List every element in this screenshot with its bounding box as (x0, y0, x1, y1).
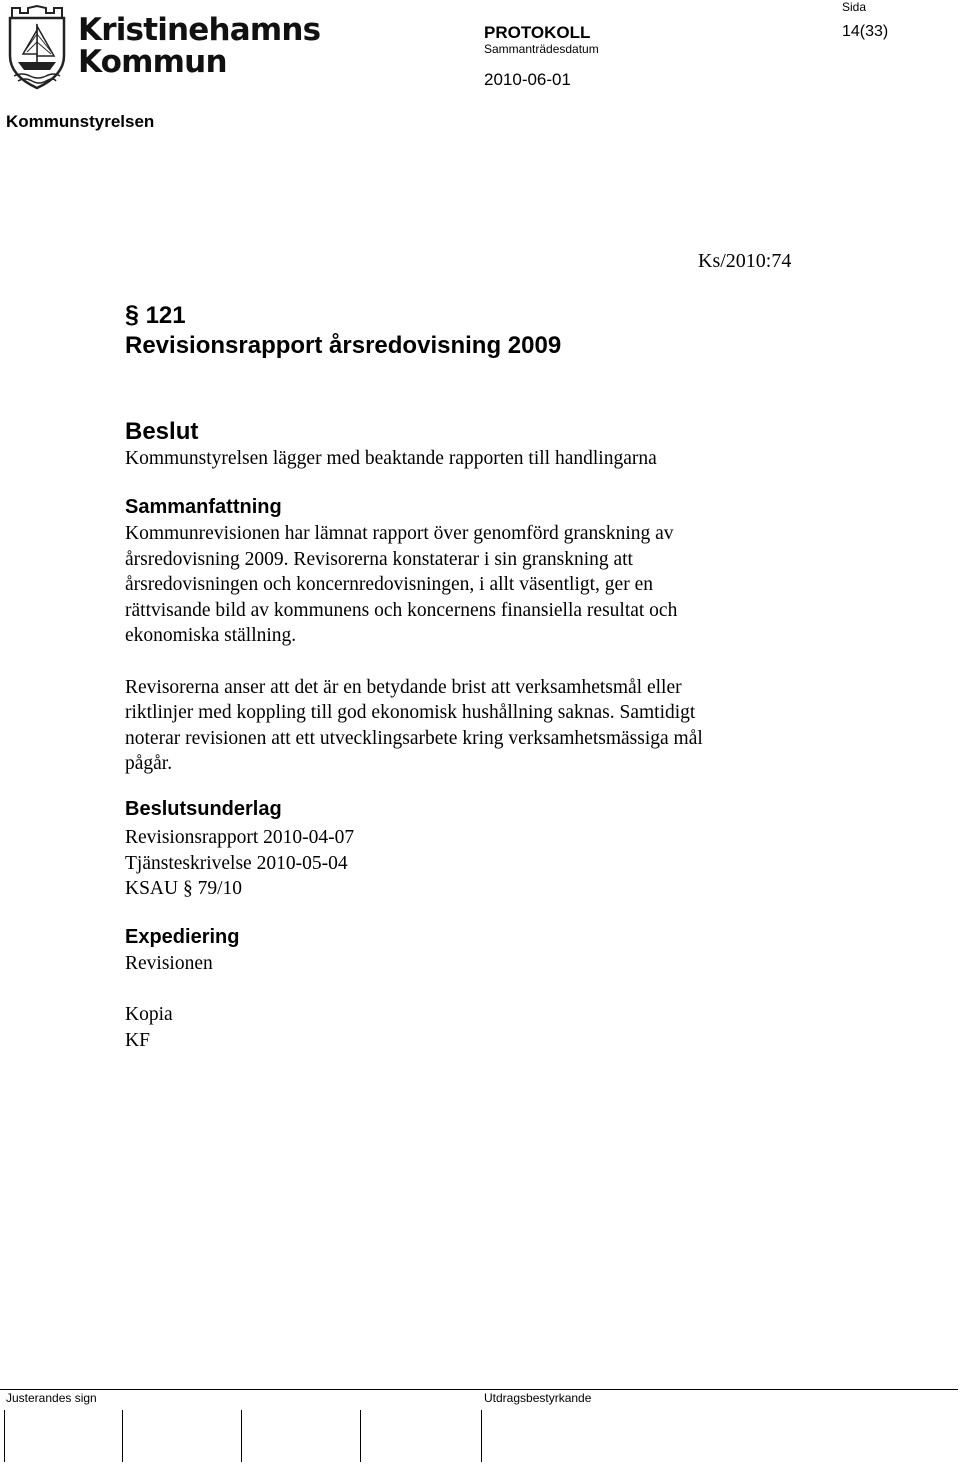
beslutsunderlag-item: KSAU § 79/10 (125, 878, 243, 900)
case-reference: Ks/2010:74 (698, 250, 792, 272)
text-line: årsredovisningen och koncernredovisningen, i allt väsentligt, ger en (125, 574, 653, 596)
text-line: riktlinjer med koppling till god ekonomisk hushållning saknas. Samtidigt (125, 702, 696, 724)
beslut-line: Kommunstyrelsen lägger med beaktande rapporten till handlingarna (125, 448, 657, 469)
beslutsunderlag-list (125, 825, 805, 902)
kopia-text (125, 1002, 805, 1053)
organ-name: Kommunstyrelsen (6, 112, 155, 131)
beslut-heading: Beslut (125, 418, 199, 445)
municipal-crest-icon (6, 4, 68, 90)
text-line: Revisorerna anser att det är en betydande brist att verksamhetsmål eller (125, 676, 682, 698)
signature-field-divider (241, 1410, 242, 1462)
item-number: 121 (145, 302, 186, 329)
justerandes-sign-label: Justerandes sign (6, 1391, 97, 1405)
document-type: PROTOKOLL (484, 23, 591, 42)
kopia-label: Kopia (125, 1004, 173, 1025)
expediering-heading: Expediering (125, 926, 240, 948)
page-number: 14(33) (842, 23, 889, 40)
date-label: Sammanträdesdatum (484, 42, 599, 56)
sammanfattning-text (125, 521, 805, 777)
text-line: ekonomiska ställning. (125, 625, 297, 647)
signature-field-divider (360, 1410, 361, 1462)
beslutsunderlag-item: Tjänsteskrivelse 2010-05-04 (125, 852, 348, 874)
beslut-text (125, 446, 805, 472)
signature-field-divider (4, 1410, 5, 1462)
sammanfattning-paragraph-2 (125, 675, 805, 777)
text-line: rättvisande bild av kommunens och koncernens finansiella resultat och (125, 599, 678, 621)
text-line: årsredovisning 2009. Revisorerna konstaterar i sin granskning att (125, 548, 633, 570)
sammanfattning-heading: Sammanfattning (125, 496, 282, 518)
municipality-name (78, 14, 320, 78)
page-label: Sida (842, 0, 867, 14)
kristinehamns-kommun-logo (6, 4, 321, 90)
text-line: pågår. (125, 753, 173, 775)
beslutsunderlag-item: Revisionsrapport 2010-04-07 (125, 827, 355, 848)
beslutsunderlag-heading: Beslutsunderlag (125, 798, 282, 820)
signature-field-divider (122, 1410, 123, 1462)
kopia-recipient: KF (125, 1029, 150, 1051)
sammanfattning-paragraph-1 (125, 521, 805, 649)
text-line: Kommunrevisionen har lämnat rapport över genomförd granskning av (125, 523, 674, 544)
item-heading (125, 300, 561, 361)
footer-divider (0, 1389, 958, 1390)
logo-text-line1: Kristinehamns (78, 12, 321, 48)
section-symbol: § (125, 301, 139, 329)
expediering-recipient: Revisionen (125, 953, 213, 974)
item-title: Revisionsrapport årsredovisning 2009 (125, 332, 562, 359)
utdragsbestyrkande-label: Utdragsbestyrkande (484, 1391, 592, 1405)
text-line: noterar revisionen att ett utvecklingsarbete kring verksamhetsmässiga mål (125, 727, 703, 749)
meeting-date: 2010-06-01 (484, 70, 571, 89)
signature-field-divider (481, 1410, 482, 1462)
logo-text-line2: Kommun (78, 44, 227, 80)
signature-footer (0, 1386, 960, 1466)
expediering-text (125, 951, 805, 977)
